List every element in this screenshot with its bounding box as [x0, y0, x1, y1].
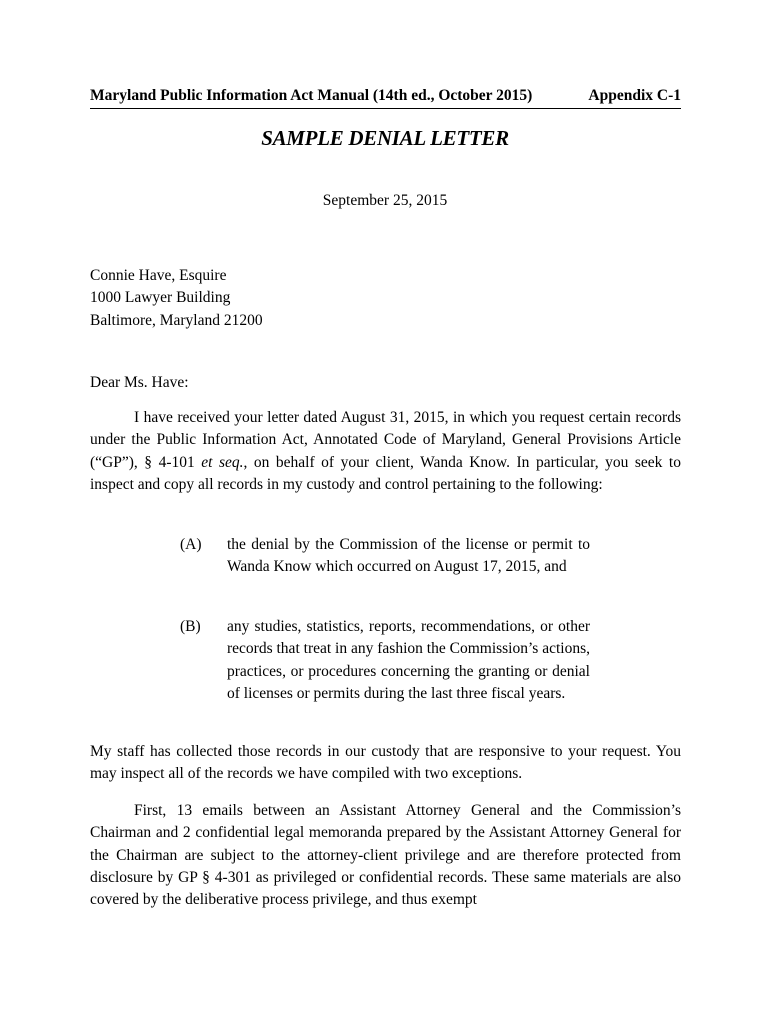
paragraph-request-text-b: , on behalf of your client, Wanda Know. In particular, you seek to inspect and copy all records in my custody and control pertaining to the following:	[90, 453, 681, 493]
address-line-name: Connie Have, Esquire	[90, 267, 227, 284]
list-item-label: (A)	[180, 536, 202, 553]
list-item	[180, 534, 590, 579]
paragraph-exceptions	[90, 800, 681, 911]
letter-date: September 25, 2015	[322, 192, 448, 209]
list-item-text: the denial by the Commission of the license or permit to Wanda Know which occurred on August 17, 2015, and	[227, 536, 590, 576]
list-item-text: any studies, statistics, reports, recommendations, or other records that treat in any fashion the Commission’s actions, practices, or procedures concerning the granting or denial of licenses or permits during the last three fiscal years.	[227, 618, 590, 702]
paragraph-exceptions-text: First, 13 emails between an Assistant Attorney General and the Commission’s Chairman and 2 confidential legal memoranda prepared by the Assistant Attorney General for the Chairman are subject to the attorney-client privilege and are therefore protected from disclosure by GP § 4-301 as privileged or confidential records. These same materials are also covered by the deliberative process privilege, and thus exempt	[90, 802, 681, 909]
paragraph-records-collected-text: My staff has collected those records in our custody that are responsive to your request. You may inspect all of the records we have compiled with two exceptions.	[90, 743, 681, 783]
paragraph-request-text-a: I have received your letter dated August 31, 2015, in which you request certain records under the Public Information Act, Annotated Code of Maryland, General Provisions Article (“GP”), § 4-101	[90, 409, 681, 471]
list-item-label: (B)	[180, 618, 201, 635]
list-item	[180, 616, 590, 705]
paragraph-records-collected	[90, 741, 681, 786]
header-appendix-label: Appendix C-1	[588, 87, 681, 104]
address-line-building: 1000 Lawyer Building	[90, 289, 231, 307]
letter-title: SAMPLE DENIAL LETTER	[261, 126, 509, 150]
paragraph-request-italic: et seq.	[201, 453, 244, 471]
running-header	[90, 86, 681, 109]
salutation: Dear Ms. Have:	[90, 374, 189, 391]
header-manual-title: Maryland Public Information Act Manual (14th ed., October 2015)	[90, 87, 533, 104]
recipient-address	[90, 265, 681, 332]
address-line-city: Baltimore, Maryland 21200	[90, 311, 263, 329]
paragraph-request	[90, 407, 681, 496]
